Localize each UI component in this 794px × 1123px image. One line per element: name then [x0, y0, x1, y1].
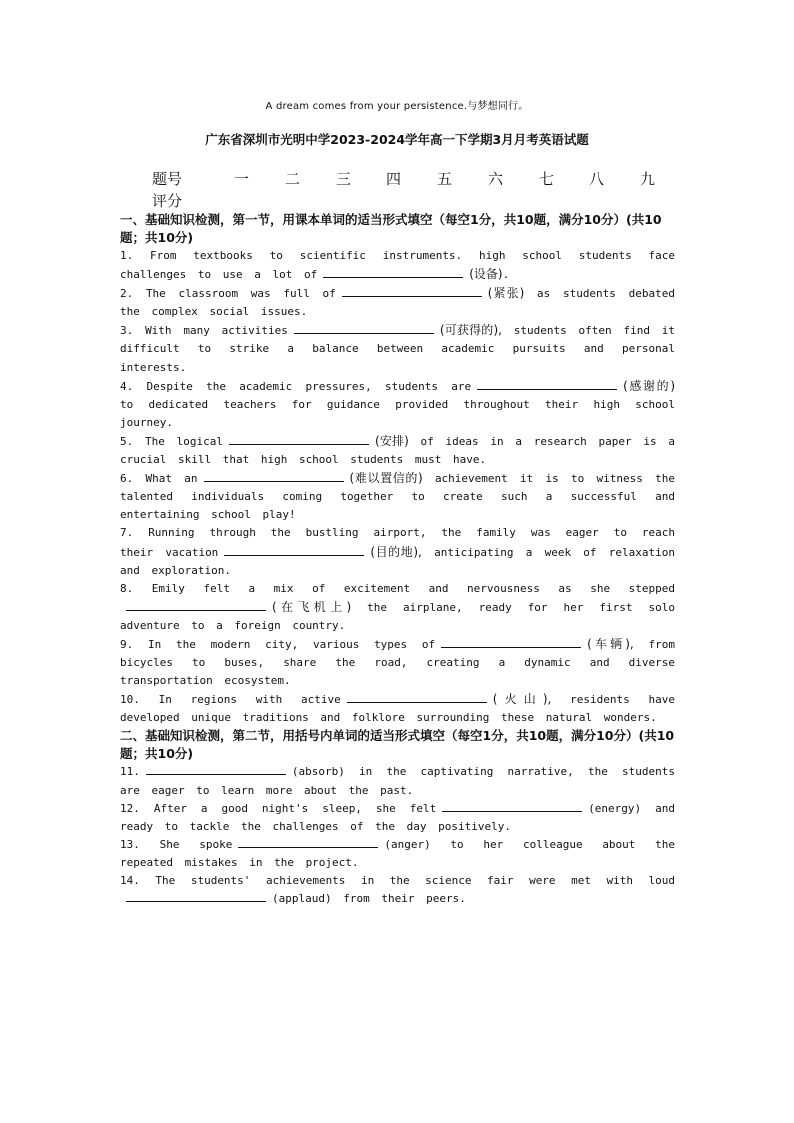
score-col: 四	[386, 170, 402, 188]
score-col: 三	[336, 170, 352, 188]
question: 2. The classroom was full of (紧张) as students debated the complex social issues.	[120, 286, 675, 319]
answer-blank[interactable]	[238, 836, 378, 848]
document-title: 广东省深圳市光明中学2023-2024学年高一下学期3月月考英语试题	[205, 132, 589, 147]
question: 14. The students' achievements in the science fair were met with loud(applaud) from their peers.	[120, 874, 676, 906]
question: 1. From textbooks to scientific instruments. high school students face challenges to use a lot of (设备).	[120, 249, 675, 282]
answer-blank[interactable]	[441, 636, 581, 648]
question: 8. Emily felt a mix of excitement and nervousness as she stepped(在飞机上) the airplane, ready for her first solo adventure to a foreign country.	[120, 581, 675, 632]
answer-blank[interactable]	[224, 544, 364, 556]
question: 5. The logical (安排) of ideas in a research paper is a crucial skill that high school students must have.	[120, 433, 676, 467]
answer-blank[interactable]	[126, 890, 266, 902]
score-col: 七	[539, 170, 555, 188]
score-label-number: 题号	[152, 170, 183, 188]
score-col: 五	[437, 170, 453, 188]
answer-blank[interactable]	[442, 800, 582, 812]
question: 4. Despite the academic pressures, students are (感谢的) to dedicated teachers for guidance provided throughout their high school journey.	[120, 378, 675, 429]
answer-blank[interactable]	[204, 470, 344, 482]
answer-blank[interactable]	[347, 691, 487, 703]
question: 13. She spoke (anger) to her colleague about the repeated mistakes in the project.	[120, 837, 676, 869]
score-label-score: 评分	[152, 192, 183, 210]
section-heading: 二、基础知识检测，第二节，用括号内单词的适当形式填空（每空1分，共10题，满分10分）(共10题；共10分)	[120, 728, 675, 762]
section-heading: 一、基础知识检测，第一节，用课本单词的适当形式填空（每空1分，共10题，满分10分）(共10题；共10分)	[120, 212, 662, 245]
answer-blank[interactable]	[294, 322, 434, 334]
answer-blank[interactable]	[229, 433, 369, 445]
answer-blank[interactable]	[126, 599, 266, 611]
score-table	[152, 168, 662, 188]
question: 10. In regions with active (火山), residents have developed unique traditions and folklore surrounding these natural wonders.	[120, 692, 675, 725]
answer-blank[interactable]	[477, 378, 617, 390]
exam-content	[120, 211, 675, 908]
answer-blank[interactable]	[342, 285, 482, 297]
score-col: 六	[488, 170, 504, 188]
question: 11. (absorb) in the captivating narrative, the students are eager to learn more about the past.	[120, 765, 675, 797]
question: 6. What an (难以置信的) achievement it is to witness the talented individuals coming together to create such a successful and entertaining school play!	[120, 471, 676, 522]
score-col: 八	[589, 170, 605, 188]
score-col: 九	[640, 170, 656, 188]
score-col: 一	[234, 170, 250, 188]
question: 3. With many activities (可获得的), students often find it difficult to strike a balance between academic pursuits and personal interests.	[120, 323, 676, 374]
question: 9. In the modern city, various types of (车辆), from bicycles to buses, share the road, creating a dynamic and diverse transportation ecosystem.	[120, 636, 675, 688]
question: 12. After a good night's sleep, she felt (energy) and ready to tackle the challenges of the day positively.	[120, 801, 675, 833]
score-col: 二	[285, 170, 301, 188]
question: 7. Running through the bustling airport, the family was eager to reach their vacation (目的地), anticipating a week of relaxation and exploration.	[120, 526, 675, 577]
answer-blank[interactable]	[146, 763, 286, 775]
answer-blank[interactable]	[323, 266, 463, 278]
header-tagline: A dream comes from your persistence.与梦想同行。	[265, 101, 529, 112]
